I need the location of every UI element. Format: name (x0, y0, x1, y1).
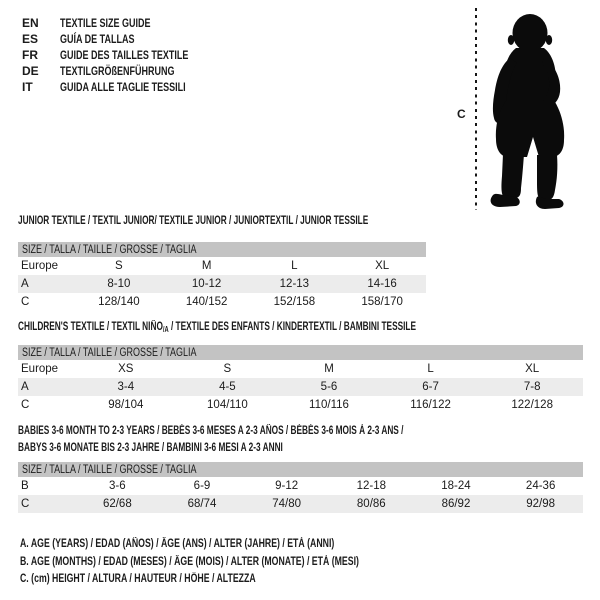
junior-size-table (18, 242, 426, 311)
cell: 80/86 (329, 495, 414, 513)
children-title-pre: CHILDREN'S TEXTILE / TEXTIL NIÑO (18, 321, 163, 333)
cell: 86/92 (414, 495, 499, 513)
cell: XL (375, 260, 390, 272)
toddler-silhouette-icon (482, 10, 572, 210)
cell: S (115, 260, 123, 272)
height-measure-label: C (457, 107, 466, 121)
cell: 110/116 (309, 399, 349, 411)
cell: 6-9 (193, 480, 211, 492)
row-label: C (21, 296, 30, 308)
cell: M (201, 260, 212, 272)
babies-table-title (18, 423, 403, 457)
cell: 122/128 (511, 399, 553, 411)
language-row-it (22, 79, 231, 95)
row-label: Europe (21, 363, 59, 375)
cell: 4-5 (177, 378, 279, 396)
table-row-age (18, 378, 583, 396)
cell: 9-12 (275, 480, 299, 492)
row-label: A (18, 378, 75, 396)
size-header-text: SIZE / TALLA / TAILLE / GRÖSSE / TAGLIA (22, 243, 197, 256)
language-code: ES (22, 32, 39, 46)
cell: 8-10 (75, 275, 163, 293)
row-label: B (21, 480, 29, 492)
cell: 5-6 (278, 378, 380, 396)
language-label: TEXTILGRÖßENFÜHRUNG (60, 64, 175, 78)
language-row-de (22, 63, 231, 79)
row-label: C (18, 495, 75, 513)
language-code: FR (22, 48, 38, 62)
cell: XL (525, 363, 540, 375)
babies-size-table (18, 462, 583, 513)
cell: 68/74 (160, 495, 245, 513)
cell: L (427, 363, 434, 375)
language-row-fr (22, 47, 231, 63)
language-row-es (22, 31, 231, 47)
language-label: TEXTILE SIZE GUIDE (60, 16, 151, 30)
language-row-en (22, 15, 231, 31)
cell: 92/98 (498, 495, 583, 513)
row-label: A (18, 275, 75, 293)
cell: 116/122 (410, 399, 451, 411)
table-row-europe (18, 360, 583, 378)
table-row-height (18, 495, 583, 513)
babies-title-line1: BABIES 3-6 MONTH TO 2-3 YEARS / BEBÉS 3-6 MESES A 2-3 AÑOS / BÉBÉS 3-6 MOIS À 2-3 ANS / (18, 425, 404, 437)
cell: 14-16 (338, 275, 426, 293)
cell: 10-12 (163, 275, 251, 293)
cell: 98/104 (108, 399, 144, 411)
size-header-bar (18, 242, 426, 257)
cell: M (324, 363, 334, 375)
babies-title-line2: BABYS 3-6 MONATE BIS 2-3 JAHRE / BAMBINI 3-6 MESI A 2-3 ANNI (18, 442, 283, 454)
footnote-c: C. (cm) HEIGHT / ALTURA / HAUTEUR / HÖHE / ALTEZZA (20, 573, 256, 585)
cell: 128/140 (98, 296, 140, 308)
cell: 18-24 (441, 480, 471, 492)
children-title-post: / TEXTILE DES ENFANTS / KINDERTEXTIL / BAMBINI TESSILE (168, 321, 417, 333)
cell: 152/158 (273, 296, 316, 308)
size-header-row (18, 242, 426, 257)
children-title-sub: /A (162, 325, 169, 334)
junior-table-title: JUNIOR TEXTILE / TEXTIL JUNIOR/ TEXTILE JUNIOR / JUNIORTEXTIL / JUNIOR TESSILE (18, 215, 369, 227)
size-header-text: SIZE / TALLA / TAILLE / GRÖSSE / TAGLIA (22, 346, 197, 359)
cell: 74/80 (244, 495, 329, 513)
table-row-height (18, 396, 583, 414)
size-header-row (18, 462, 583, 477)
cell: L (291, 260, 298, 272)
cell: 140/152 (185, 296, 228, 308)
size-header-bar (18, 345, 583, 360)
size-header-row (18, 345, 583, 360)
cell: 158/170 (361, 296, 403, 308)
cell: 12-18 (356, 480, 386, 492)
height-figure (455, 8, 590, 213)
size-header-text: SIZE / TALLA / TAILLE / GRÖSSE / TAGLIA (22, 463, 197, 476)
cell: 3-6 (109, 480, 126, 492)
cell: 104/110 (207, 399, 248, 411)
cell: XS (118, 363, 134, 375)
row-label: C (21, 399, 30, 411)
cell: 6-7 (380, 378, 482, 396)
language-list (22, 15, 231, 95)
table-row-age (18, 275, 426, 293)
language-label: GUIDE DES TAILLES TEXTILE (60, 48, 189, 62)
table-row-height (18, 293, 426, 311)
language-code: DE (22, 64, 39, 78)
cell: 12-13 (251, 275, 339, 293)
language-label: GUIDA ALLE TAGLIE TESSILI (60, 80, 186, 94)
cell: 24-36 (525, 480, 556, 492)
footnote-a: A. AGE (YEARS) / EDAD (AÑOS) / ÂGE (ANS) / ALTER (JAHRE) / ETÀ (ANNI) (20, 538, 335, 550)
children-size-table (18, 345, 583, 414)
cell: 7-8 (481, 378, 583, 396)
cell: 62/68 (75, 495, 160, 513)
cell: 3-4 (75, 378, 177, 396)
height-measure-dashed-line (475, 8, 477, 210)
row-label: Europe (21, 260, 59, 272)
size-header-bar (18, 462, 583, 477)
language-code: EN (22, 16, 39, 30)
cell: S (223, 363, 232, 375)
language-label: GUÍA DE TALLAS (60, 32, 135, 46)
language-code: IT (22, 80, 33, 94)
table-row-europe (18, 257, 426, 275)
children-table-title (18, 321, 416, 334)
footnote-b: B. AGE (MONTHS) / EDAD (MESES) / ÂGE (MOIS) / ALTER (MONATE) / ETÀ (MESI) (20, 555, 359, 568)
footnotes (20, 538, 466, 591)
table-row-months (18, 477, 583, 495)
